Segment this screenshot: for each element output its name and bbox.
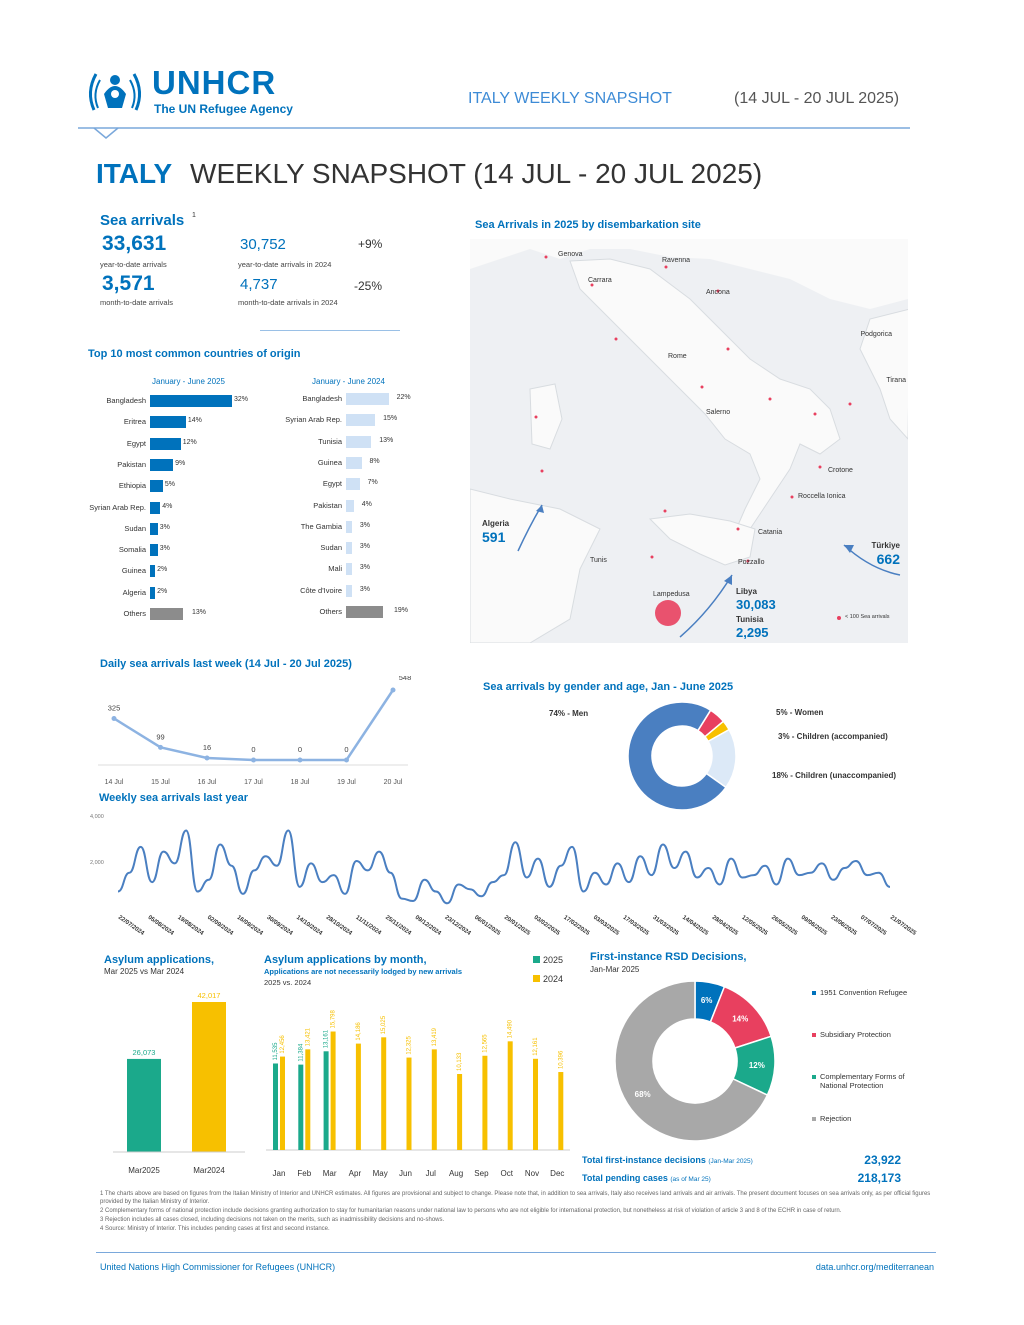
daily-chart [88,676,418,788]
monthly-bar [331,1032,336,1150]
monthly-x-label: Mar [322,1169,337,1178]
rsd-legend-label: Complementary Forms of National Protection [820,1072,905,1090]
weekly-x-label: 25/11/2024 [384,914,412,937]
monthly-bar [432,1049,437,1150]
map-svg [470,239,908,643]
origin-bar [150,523,158,535]
libya-value: 30,083 [736,597,776,612]
origin-value-label: 13% [379,436,394,444]
origin-right-sub: January - June 2024 [312,377,385,386]
map-city-label: Lampedusa [653,591,690,598]
rsd-legend-label: Subsidiary Protection [820,1030,891,1039]
weekly-x-label: 06/01/2025 [473,914,502,937]
asylum-x-label: Mar2024 [193,1166,225,1175]
ytd-prev-value: 30,752 [240,236,286,253]
origin-country-label: Guinea [121,566,146,576]
monthly-bar [381,1037,386,1150]
monthly-bar [482,1056,487,1150]
origin-country-label: Algeria [122,587,146,597]
origin-value-label: 8% [369,457,380,465]
rsd-slice-label: 6% [700,996,713,1006]
daily-x-label: 14 Jul [104,779,124,786]
weekly-x-label: 07/07/2025 [859,914,888,937]
monthly-value-label: 15,025 [381,1015,388,1035]
daily-point [158,745,163,750]
monthly-bar-chart [264,990,574,1180]
origin-bar [346,457,362,469]
asylum-sub: Mar 2025 vs Mar 2024 [104,967,185,976]
origin-country-label: Bangladesh [106,396,146,405]
origin-bar [150,544,158,556]
origin-country-label: Others [319,607,342,616]
monthly-value-label: 13,161 [323,1029,330,1049]
monthly-value-label: 12,456 [280,1035,286,1054]
disembarkation-map[interactable] [470,239,908,643]
title-country: ITALY [96,158,173,189]
origin-bar [150,438,181,450]
monthly-x-label: Feb [297,1169,312,1178]
ytd-value: 33,631 [102,232,167,255]
mtd-label: month-to-date arrivals [100,298,173,307]
monthly-value-label: 14,490 [507,1019,514,1039]
ytd-label: year-to-date arrivals [100,260,167,269]
origin-value-label: 32% [234,396,249,403]
map-city-label: Tirana [886,377,906,384]
origin-value-label: 12% [182,438,197,446]
monthly-value-label: 13,419 [431,1027,438,1047]
weekly-x-label: 03/02/2025 [532,914,561,937]
daily-x-label: 17 Jul [244,779,263,786]
tunisia-value: 2,295 [736,625,769,640]
rsd-total-decisions-note: (Jan-Mar 2025) [708,1158,753,1165]
weekly-x-label: 12/05/2025 [740,914,769,937]
unhcr-logo[interactable] [84,64,314,120]
origin-country-label: Ethiopia [118,481,146,491]
origin-value-label: 4% [361,500,372,508]
origin-value-label: 15% [383,415,398,423]
monthly-x-label: Dec [550,1169,565,1178]
legend-2025 [533,955,563,965]
origin-bar [150,502,160,514]
origin-bar [150,608,183,620]
footer-link[interactable]: data.unhcr.org/mediterranean [815,1262,934,1272]
weekly-x-label: 03/03/2025 [591,914,620,937]
origin-value-label: 19% [394,607,409,614]
map-city-label: Carrara [588,277,612,284]
map-city-label: Genova [558,251,583,258]
monthly-x-label: Jan [272,1169,286,1178]
monthly-value-label: 12,161 [533,1037,539,1056]
monthly-x-label: Aug [448,1169,464,1178]
asylum-x-label: Mar2025 [128,1166,160,1175]
origin-value-label: 3% [359,543,370,551]
ytd-prev-label: year-to-date arrivals in 2024 [238,260,332,269]
daily-value-label: 0 [344,745,349,754]
origin-bar [346,414,375,426]
rsd-legend-swatch [812,991,816,995]
origin-bar [150,416,186,428]
map-city-label: Salerno [706,409,731,416]
rsd-legend-label: 1951 Convention Refugee [820,988,908,997]
daily-x-label: 15 Jul [151,779,170,786]
weekly-x-label: 31/03/2025 [651,914,680,937]
asylum-heading: Asylum applications, [104,954,215,966]
origin-value-label: 3% [159,545,170,553]
mtd-prev-label: month-to-date arrivals in 2024 [238,298,338,307]
monthly-sub2: 2025 vs. 2024 [264,978,312,987]
daily-point [391,688,396,693]
monthly-heading: Asylum applications by month, [264,954,427,966]
map-city-label: Catania [758,529,783,536]
monthly-bar [533,1059,538,1150]
daily-point [344,758,349,763]
weekly-y-tick: 2,000 [90,860,104,866]
monthly-bar [273,1063,278,1150]
mtd-prev-value: 4,737 [240,276,278,293]
footer-divider [96,1252,936,1253]
origin-country-label: Egypt [322,479,342,489]
weekly-x-label: 17/02/2025 [562,914,591,937]
gender-heading: Sea arrivals by gender and age, Jan - June 2025 [483,681,734,693]
origin-value-label: 5% [164,481,175,489]
origin-country-label: Tunisia [318,436,342,446]
rsd-slice-label: 14% [732,1014,749,1024]
monthly-value-label: 11,535 [273,1042,279,1061]
weekly-x-label: 23/12/2024 [443,914,472,937]
weekly-x-label: 16/09/2024 [235,914,264,937]
mtd-value: 3,571 [102,272,155,295]
rsd-legend-swatch [812,1033,816,1037]
weekly-x-label: 14/04/2025 [681,914,710,937]
libya-label: Libya [736,587,757,596]
rsd-total-decisions [582,1155,912,1165]
origin-value-label: 22% [396,394,411,401]
monthly-x-label: May [372,1169,388,1178]
footnote: 3 Rejection includes all cases closed, including decisions not taken on the merits, such as inadmissibility decisions and no-shows. [100,1217,445,1223]
origin-value-label: 2% [157,566,168,574]
origin-bar [346,521,352,533]
monthly-x-label: Sep [474,1169,489,1178]
origin-bar [346,500,354,512]
map-city-label: Podgorica [860,331,892,338]
origin-value-label: 3% [359,564,370,572]
logo-text: UNHCR [152,64,277,101]
monthly-bar [280,1057,285,1150]
monthly-x-label: Oct [500,1169,513,1178]
kpi-divider [260,330,400,331]
asylum-value-label: 42,017 [197,991,221,1000]
monthly-bar [356,1044,361,1150]
monthly-value-label: 11,384 [298,1043,305,1062]
legend-2024-label: 2024 [543,974,564,984]
gender-label-children-unacc: 18% - Children (unaccompanied) [772,771,897,780]
weekly-x-label: 21/07/2025 [888,914,917,937]
origin-bar [150,587,155,599]
monthly-x-label: Jun [399,1169,412,1178]
weekly-x-label: 05/08/2024 [146,914,175,937]
weekly-x-label: 28/10/2024 [324,914,353,937]
weekly-x-label: 30/09/2024 [265,914,294,937]
asylum-bar-chart [105,982,255,1182]
rsd-total-pending-value: 218,173 [857,1171,901,1185]
weekly-x-label: 14/10/2024 [295,914,324,937]
monthly-value-label: 10,396 [558,1050,565,1070]
origin-country-label: Sudan [320,543,342,553]
monthly-value-label: 14,186 [355,1022,362,1041]
weekly-heading: Weekly sea arrivals last year [99,792,249,804]
origin-value-label: 9% [175,459,186,467]
origin-country-label: Egypt [126,438,146,448]
origin-country-label: Eritrea [123,417,146,427]
map-legend: < 100 Sea arrivals [845,614,890,620]
origin-bar [346,542,352,554]
origin-country-label: Syrian Arab Rep. [89,502,146,512]
rsd-total-pending-note: (as of Mar 25) [670,1176,711,1183]
daily-point [112,716,117,721]
origin-country-label: Syrian Arab Rep. [285,415,342,425]
map-city-label: Tunis [590,557,607,564]
rsd-total-decisions-value: 23,922 [864,1153,901,1167]
daily-x-label: 20 Jul [383,779,403,786]
turkiye-label: Türkiye [871,541,900,550]
origin-chart-2025 [60,396,270,626]
monthly-sub1: Applications are not necessarily lodged by new arrivals [264,967,462,976]
legend-2025-label: 2025 [543,955,564,965]
map-city-label: Pozzallo [738,559,765,566]
origin-country-label: Guinea [317,457,342,467]
daily-x-label: 16 Jul [197,779,217,786]
weekly-x-label: 28/04/2025 [710,914,739,937]
footnote: 4 Source: Ministry of Interior. This includes pending cases at first and second instance. [100,1226,330,1232]
header-title: ITALY WEEKLY SNAPSHOT [468,90,672,107]
unhcr-emblem-icon [84,64,146,116]
origin-bar [150,459,173,471]
origin-country-label: Pakistan [117,459,146,469]
monthly-value-label: 12,565 [482,1034,489,1053]
daily-value-label: 325 [107,703,121,713]
sea-arrivals-kpi [100,212,400,312]
rsd-total-pending [582,1173,912,1183]
monthly-value-label: 12,325 [406,1036,413,1055]
footnote: 1 The charts above are based on figures from the Italian Ministry of Interior and UNHCR estimates. All figures are provisional and subject to change. Please note that, in addition to sea arrivals, Italy also receives land arrivals and air arrivals. The present document focuses on sea arrivals only, as per official figures provided by the Italian Ministry of Interior. [100,1191,931,1205]
weekly-x-label: 17/03/2025 [621,914,650,937]
asylum-bar [127,1059,161,1152]
monthly-bar [457,1074,462,1150]
monthly-bar [324,1051,329,1150]
monthly-x-label: Nov [524,1169,540,1178]
origin-heading: Top 10 most common countries of origin [88,348,301,360]
weekly-x-label: 23/06/2025 [829,914,858,937]
rsd-heading: First-instance RSD Decisions, [590,951,747,963]
origin-bar [346,436,371,448]
origin-value-label: 7% [367,479,378,487]
monthly-bar [305,1049,310,1150]
map-city-label: Rome [668,353,687,360]
rsd-sub: Jan-Mar 2025 [590,965,640,974]
weekly-x-label: 09/06/2025 [799,914,828,937]
origin-bar [346,585,352,597]
daily-value-label: 16 [202,742,212,752]
monthly-value-label: 10,133 [457,1052,464,1072]
daily-x-label: 18 Jul [290,779,310,786]
origin-country-label: Somalia [118,545,146,555]
map-city-label: Roccella Ionica [798,493,846,500]
logo-subtitle: The UN Refugee Agency [154,102,293,116]
header-dates: (14 JUL - 20 JUL 2025) [734,90,900,107]
weekly-chart [90,808,920,946]
mtd-change: -25% [354,279,383,293]
sea-arrivals-heading: Sea arrivals [100,212,185,229]
rsd-total-pending-label: Total pending cases [582,1173,668,1183]
footnotes [100,1190,940,1234]
weekly-x-label: 19/08/2024 [176,914,205,937]
tunisia-label: Tunisia [736,615,764,624]
rsd-legend-label: Rejection [820,1114,852,1123]
gender-label-men: 74% - Men [549,709,589,718]
title-rest: WEEKLY SNAPSHOT (14 JUL - 20 JUL 2025) [190,158,763,189]
legend-2024 [533,974,563,984]
ytd-change: +9% [358,237,383,251]
daily-x-label: 19 Jul [337,779,356,786]
footnote: 2 Complementary forms of national protection include decisions granting authorization to stay for humanitarian reasons under national law to persons who are not eligible for international protection, but nonetheless at risk of violation of article 3 and 8 of the ECHR in case of return. [100,1208,842,1214]
footer-org[interactable]: United Nations High Commissioner for Refugees (UNHCR) [100,1262,336,1272]
map-heading: Sea Arrivals in 2025 by disembarkation site [475,219,701,231]
weekly-y-tick: 4,000 [90,814,104,820]
daily-heading: Daily sea arrivals last week (14 Jul - 20 Jul 2025) [100,658,352,670]
algeria-label: Algeria [482,519,510,528]
daily-value-label: 0 [251,745,256,754]
origin-bar [150,480,163,492]
origin-chart-2024 [262,394,462,624]
asylum-bar [192,1002,226,1152]
monthly-bar [298,1065,303,1150]
gender-label-children-acc: 3% - Children (accompanied) [778,732,888,741]
monthly-bar [508,1041,513,1150]
origin-value-label: 2% [157,587,168,595]
weekly-x-label: 02/09/2024 [205,914,234,937]
weekly-x-label: 26/05/2025 [770,914,799,937]
map-city-label: Crotone [828,467,853,474]
rsd-legend-swatch [812,1075,816,1079]
origin-country-label: Mali [328,564,342,574]
origin-value-label: 3% [359,521,370,529]
page-title [96,158,762,190]
rsd-slice-label: 12% [748,1060,765,1070]
origin-bar [150,565,155,577]
monthly-value-label: 13,421 [305,1027,312,1047]
origin-bar [346,563,352,575]
daily-point [251,758,256,763]
algeria-value: 591 [482,529,506,545]
gender-donut [626,700,738,812]
map-city-label: Ravenna [662,257,691,264]
rsd-total-decisions-label: Total first-instance decisions [582,1155,706,1165]
origin-bar [346,393,389,405]
origin-bar [346,606,383,618]
origin-value-label: 3% [159,523,170,531]
rsd-donut [610,976,780,1146]
origin-country-label: The Gambia [300,521,342,531]
weekly-x-label: 09/12/2024 [413,914,442,937]
asylum-value-label: 26,073 [132,1047,156,1057]
weekly-x-label: 20/01/2025 [502,914,531,937]
weekly-x-label: 22/07/2024 [116,914,145,937]
origin-value-label: 14% [187,417,202,425]
origin-value-label: 3% [359,585,370,593]
daily-point [298,758,303,763]
origin-value-label: 4% [162,502,173,510]
gender-label-women: 5% - Women [776,708,824,717]
origin-country-label: Pakistan [313,500,342,510]
monthly-x-label: Jul [425,1169,436,1178]
origin-country-label: Bangladesh [302,394,342,403]
header-divider [78,124,918,140]
monthly-x-label: Apr [348,1169,362,1178]
weekly-line [118,830,890,903]
origin-left-sub: January - June 2025 [152,377,225,386]
rsd-legend-swatch [812,1117,816,1121]
map-city-label: Ancona [706,289,730,296]
daily-value-label: 548 [398,676,412,682]
origin-bar [150,395,232,407]
rsd-slice-label: 68% [634,1090,651,1100]
footnote-marker: 1 [192,212,196,219]
origin-bar [346,478,360,490]
daily-value-label: 99 [156,732,165,742]
turkiye-value: 662 [876,551,900,567]
origin-country-label: Others [123,609,146,618]
monthly-bar [558,1072,563,1150]
origin-country-label: Sudan [124,523,146,533]
monthly-bar [407,1058,412,1150]
daily-value-label: 0 [297,745,303,754]
origin-value-label: 13% [192,609,207,616]
weekly-x-label: 11/11/2024 [354,914,382,937]
daily-point [205,755,210,760]
origin-country-label: Côte d'Ivoire [300,585,342,595]
monthly-value-label: 15,798 [330,1010,337,1029]
